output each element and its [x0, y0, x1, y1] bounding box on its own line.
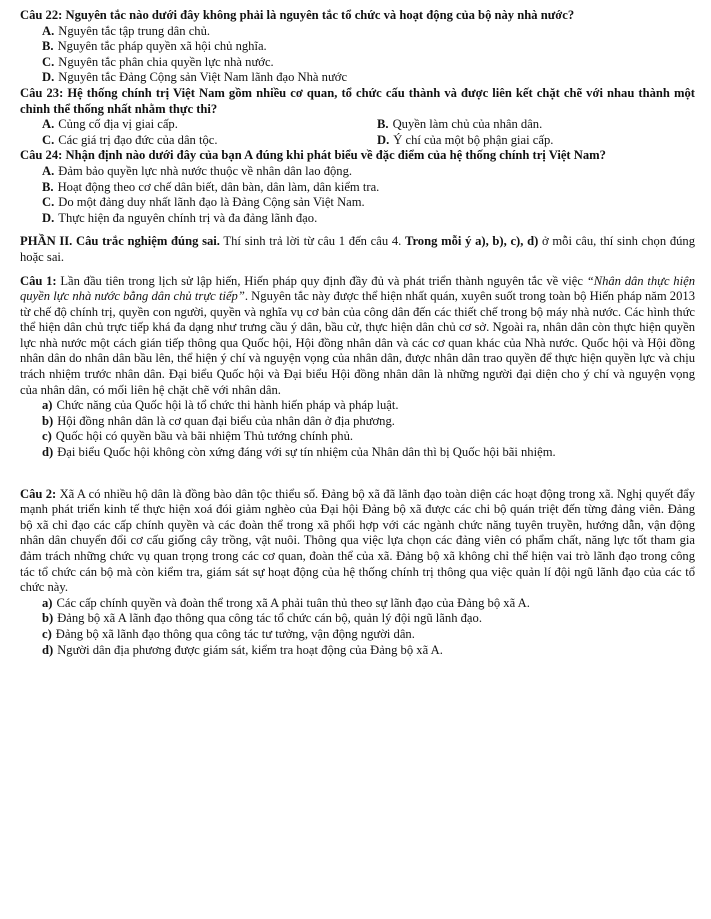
question-23-option-a — [42, 117, 377, 133]
option-key: B. — [377, 117, 389, 132]
option-key: C. — [42, 195, 55, 210]
item-key: b) — [42, 413, 54, 428]
option-key: A. — [42, 163, 55, 178]
option-text: Nguyên tắc Đảng Cộng sản Việt Nam lãnh đạo Nhà nước — [58, 70, 348, 85]
option-key: D. — [42, 70, 55, 85]
question-24-option-b — [20, 180, 695, 196]
option-key: B. — [42, 179, 54, 194]
part-2-instruction-b: Trong mỗi ý a), b), c), d) — [404, 234, 539, 249]
item-key: d) — [42, 642, 54, 657]
item-text: Quốc hội có quyền bầu và bãi nhiệm Thủ tướng chính phủ. — [55, 429, 354, 444]
question-1-item-a — [20, 398, 695, 414]
option-key: A. — [42, 117, 55, 132]
question-24-option-d — [20, 211, 695, 227]
question-1-passage — [20, 274, 695, 399]
item-text: Đại biểu Quốc hội không còn xứng đáng với sự tín nhiệm của Nhân dân thì bị Quốc hội bãi nhiệm. — [57, 445, 556, 460]
question-24-option-c — [20, 195, 695, 211]
option-key: C. — [42, 132, 55, 147]
question-1-label: Câu 1: — [20, 273, 57, 288]
question-1-quote: “Nhân dân thực hiện quyền lực nhà nước bằng dân chủ trực tiếp” — [20, 273, 695, 304]
option-key: B. — [42, 39, 54, 54]
item-text: Đảng bộ xã lãnh đạo thông qua công tác tư tưởng, vận động người dân. — [55, 626, 415, 641]
part-2-title: PHẦN II. Câu trắc nghiệm đúng sai. — [20, 234, 220, 249]
question-22-label: Câu 22: — [20, 8, 63, 22]
question-2-passage — [20, 487, 695, 596]
item-text: Hội đồng nhân dân là cơ quan đại biểu của nhân dân ở địa phương. — [57, 413, 395, 428]
part-2-instruction-a: Thí sinh trả lời từ câu 1 đến câu 4. — [223, 234, 402, 249]
question-24-text: Nhận định nào dưới đây của bạn A đúng khi phát biểu về đặc điểm của hệ thống chính trị Việt Nam? — [65, 148, 606, 163]
question-22-option-d — [20, 70, 695, 86]
question-22 — [20, 8, 695, 24]
item-key: a) — [42, 595, 53, 610]
question-2-item-a — [20, 596, 695, 612]
option-text: Quyền làm chủ của nhân dân. — [392, 117, 543, 132]
exam-document — [20, 8, 695, 658]
option-key: D. — [42, 210, 55, 225]
question-24 — [20, 148, 695, 164]
option-text: Củng cố địa vị giai cấp. — [58, 117, 178, 132]
question-1-item-c — [20, 429, 695, 445]
question-1-text-a: Lần đầu tiên trong lịch sử lập hiến, Hiến pháp quy định đầy đủ và phát triển thành nguyên tắc về việc — [60, 273, 587, 288]
question-22-option-b — [20, 39, 695, 55]
option-text: Nguyên tắc tập trung dân chủ. — [58, 23, 211, 38]
question-24-option-a — [20, 164, 695, 180]
question-23 — [20, 86, 695, 117]
question-2-label: Câu 2: — [20, 486, 57, 501]
question-22-option-c — [20, 55, 695, 71]
question-1-item-d — [20, 445, 695, 461]
question-1-text-b: . Nguyên tắc này được thể hiện nhất quán, xuyên suốt trong toàn bộ Hiến pháp năm 2013 từ chế độ chính trị, quyền con người, quyền và nghĩa vụ cơ bản của công dân đến các thiết chế trong bộ máy nhà nước. Các hình thức thể hiện dân chủ trực tiếp khá đa dạng như trưng cầu ý dân, bầu cử, thực hiện dân chủ cơ sở. Ngoài ra, nhân dân còn thực hiện quyền lực nhà nước một cách gián tiếp thông qua Quốc hội, Hội đồng nhân dân và các cơ quan khác của Nhà nước. Quốc hội và Hội đồng nhân dân do nhân dân bầu lên, thể hiện ý chí và nguyện vọng của nhân dân, được nhân dân trao quyền để thực hiện quyền lực và chịu trách nhiệm trước nhân dân. Đại biểu Quốc hội và Đại biểu Hội đồng nhân dân là những người đại diện cho ý chí và nguyện vọng của nhân dân, có mối liên hệ chặt chẽ với nhân dân. — [20, 289, 695, 397]
item-text: Người dân địa phương được giám sát, kiểm tra hoạt động của Đảng bộ xã A. — [57, 642, 443, 657]
option-text: Nguyên tắc phân chia quyền lực nhà nước. — [58, 54, 274, 69]
question-23-text: Hệ thống chính trị Việt Nam gồm nhiều cơ quan, tổ chức cấu thành và được liên kết chặt chẽ với nhau thành một chỉnh thể thống nhất nhằm thực thi? — [20, 85, 695, 116]
item-key: a) — [42, 398, 53, 413]
item-text: Các cấp chính quyền và đoàn thể trong xã A phải tuân thủ theo sự lãnh đạo của Đảng bộ xã A. — [56, 595, 530, 610]
question-24-label: Câu 24: — [20, 148, 63, 163]
item-key: c) — [42, 429, 52, 444]
question-23-option-b — [377, 117, 542, 133]
question-1-item-b — [20, 414, 695, 430]
question-22-text: Nguyên tắc nào dưới đây không phải là nguyên tắc tổ chức và hoạt động của bộ này nhà nước? — [65, 8, 575, 22]
option-text: Hoạt động theo cơ chế dân biết, dân bàn, dân làm, dân kiểm tra. — [57, 179, 380, 194]
question-23-label: Câu 23: — [20, 85, 64, 100]
item-text: Đảng bộ xã A lãnh đạo thông qua công tác tổ chức cán bộ, quản lý đội ngũ lãnh đạo. — [57, 611, 482, 626]
item-key: c) — [42, 626, 52, 641]
question-2-item-b — [20, 611, 695, 627]
item-text: Chức năng của Quốc hội là tổ chức thi hành hiến pháp và pháp luật. — [56, 398, 399, 413]
option-text: Thực hiện đa nguyên chính trị và đa đảng lãnh đạo. — [58, 210, 318, 225]
question-23-options-row-1 — [20, 117, 695, 133]
question-23-options-row-2 — [20, 133, 695, 149]
item-key: d) — [42, 445, 54, 460]
option-text: Nguyên tắc pháp quyền xã hội chủ nghĩa. — [57, 39, 267, 54]
part-2-instruction-c: ở mỗi câu, thí sinh chọn đúng hoặc sai. — [20, 234, 696, 264]
option-key: A. — [42, 23, 55, 38]
option-key: C. — [42, 54, 55, 69]
option-text: Ý chí của một bộ phận giai cấp. — [393, 132, 554, 147]
option-text: Đảm bảo quyền lực nhà nước thuộc về nhân dân lao động. — [58, 163, 353, 178]
question-23-option-c — [42, 133, 377, 149]
question-2-item-d — [20, 643, 695, 659]
item-key: b) — [42, 611, 54, 626]
question-2-text: Xã A có nhiều hộ dân là đồng bào dân tộc thiểu số. Đảng bộ xã đã lãnh đạo toàn diện các hoạt động trong xã. Nghị quyết đẩy mạnh phát triển kinh tế thực hiện xoá đói giảm nghèo của Đại hội Đảng bộ xã được các chi bộ quán triệt đến từng đảng viên. Đảng bộ xã chỉ đạo các cấp chính quyền và các đoàn thể trong xã phối hợp với các ngành chức năng tuyên truyền, hướng dẫn, vận động nhân dân chuyển đổi cơ cấu giống cây trồng, vật nuôi. Thông qua việc lựa chọn các đảng viên có phẩm chất, năng lực tốt tham gia đảm trách những chức vụ quan trọng trong các cơ quan, đoàn thể của xã. Đảng bộ xã không chỉ thể hiện vai trò lãnh đạo trong công tác tổ chức cán bộ mà còn kiểm tra, giám sát sự hoạt động của hệ thống chính trị thông qua việc quản lí đội ngũ lãnh đạo của các tổ chức này. — [20, 486, 695, 595]
question-22-option-a — [20, 24, 695, 40]
question-23-option-d — [377, 133, 553, 149]
option-text: Do một đảng duy nhất lãnh đạo là Đảng Cộng sản Việt Nam. — [58, 195, 365, 210]
question-2-item-c — [20, 627, 695, 643]
part-2-instructions — [20, 234, 695, 265]
option-text: Các giá trị đạo đức của dân tộc. — [58, 132, 218, 147]
option-key: D. — [377, 132, 390, 147]
